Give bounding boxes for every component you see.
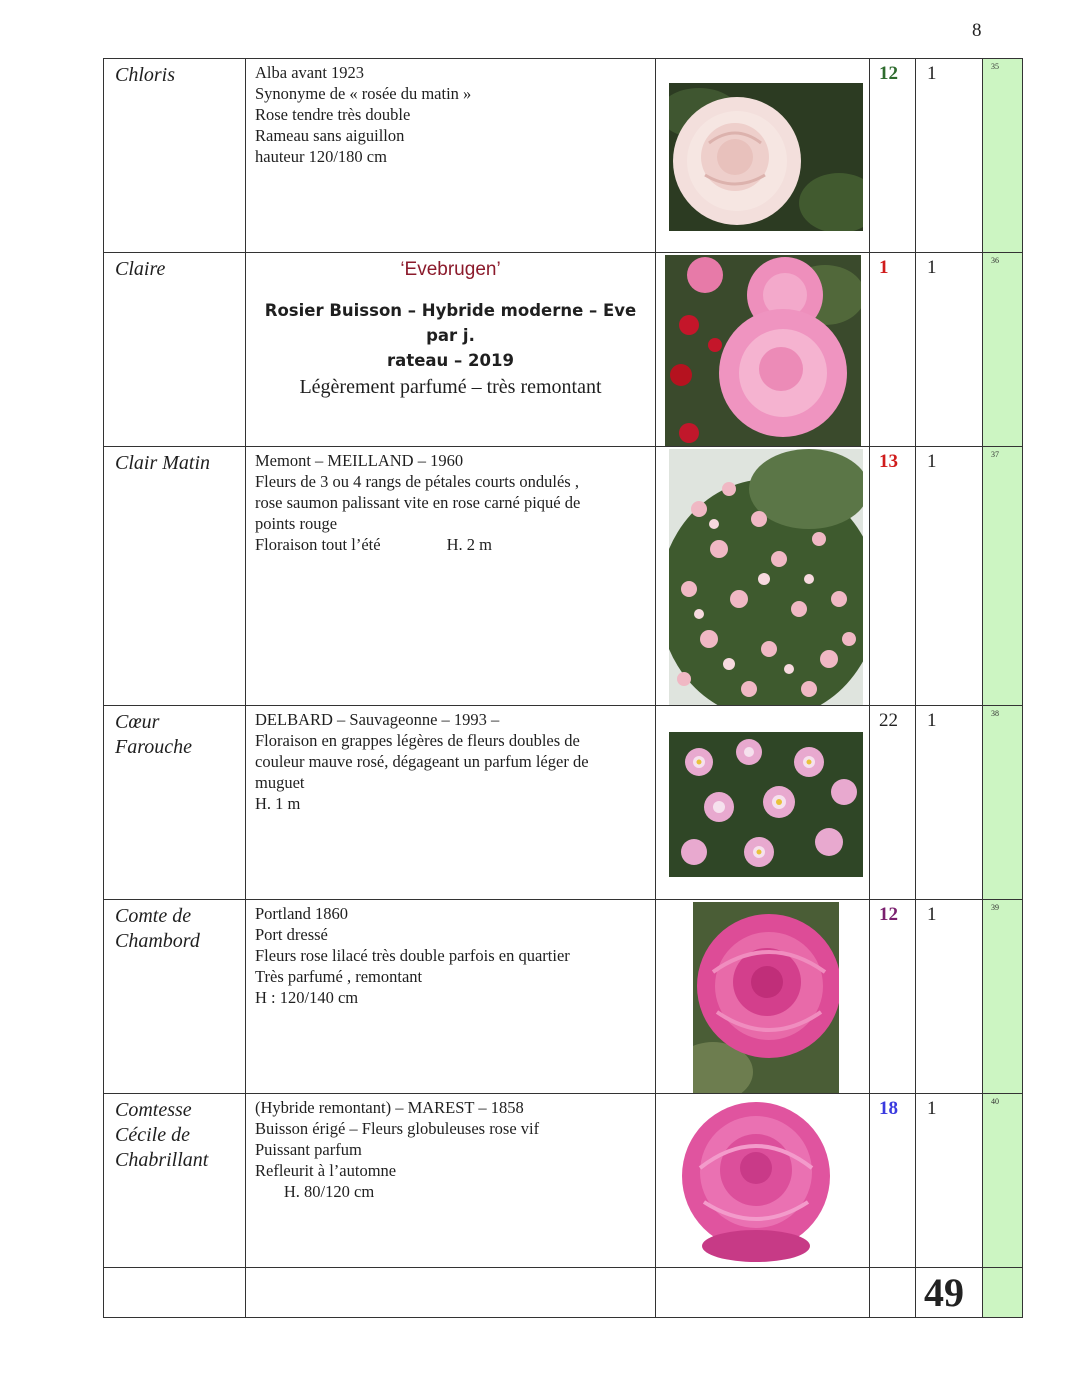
empty-cell (656, 1268, 870, 1318)
rose-name: Clair Matin (104, 447, 246, 706)
quantity: 1 (870, 253, 916, 447)
variety-subtitle: Rosier Buisson – Hybride moderne – Eve par j. rateau – 2019 (264, 301, 637, 370)
reference-number: 38 (983, 706, 1023, 900)
total-count: 49 (916, 1268, 983, 1318)
count: 1 (916, 253, 983, 447)
rose-description: (Hybride remontant) – MAREST – 1858 Buisson érigé – Fleurs globuleuses rose vif Puissant parfum Refleurit à l’automne H. 80/120 cm (246, 1094, 656, 1268)
rose-photo-cell (656, 447, 870, 706)
count: 1 (916, 706, 983, 900)
reference-number: 36 (983, 253, 1023, 447)
rose-description: DELBARD – Sauvageonne – 1993 – Floraison en grappes légères de fleurs doubles de couleur mauve rosé, dégageant un parfum léger de muguet H. 1 m (246, 706, 656, 900)
variety-title: ‘Evebrugen’ (400, 259, 501, 280)
table-row (104, 253, 1023, 447)
reference-number: 35 (983, 59, 1023, 253)
empty-cell (870, 1268, 916, 1318)
count: 1 (916, 59, 983, 253)
count: 1 (916, 447, 983, 706)
rose-catalog-table (103, 58, 1023, 1318)
rose-photo (693, 902, 839, 1093)
table-row (104, 900, 1023, 1094)
rose-description (246, 253, 656, 447)
empty-cell (104, 1268, 246, 1318)
table-row (104, 59, 1023, 253)
rose-photo (669, 732, 863, 877)
rose-photo-cell (656, 253, 870, 447)
rose-description: Alba avant 1923 Synonyme de « rosée du matin » Rose tendre très double Rameau sans aiguillon hauteur 120/180 cm (246, 59, 656, 253)
table-row (104, 1094, 1023, 1268)
quantity: 18 (870, 1094, 916, 1268)
page-number: 8 (972, 20, 982, 41)
quantity: 12 (870, 900, 916, 1094)
variety-perfume: Légèrement parfumé – très remontant (299, 376, 602, 398)
empty-green-cell (983, 1268, 1023, 1318)
rose-photo (665, 255, 861, 446)
quantity: 22 (870, 706, 916, 900)
rose-photo-cell (656, 900, 870, 1094)
rose-name: Claire (104, 253, 246, 447)
rose-description: Portland 1860 Port dressé Fleurs rose lilacé très double parfois en quartier Très parfumé , remontant H : 120/140 cm (246, 900, 656, 1094)
table-row (104, 706, 1023, 900)
rose-name: Comtesse Cécile de Chabrillant (104, 1094, 246, 1268)
rose-name: Comte de Chambord (104, 900, 246, 1094)
rose-name: Cœur Farouche (104, 706, 246, 900)
rose-name: Chloris (104, 59, 246, 253)
empty-cell (246, 1268, 656, 1318)
total-row (104, 1268, 1023, 1318)
count: 1 (916, 1094, 983, 1268)
quantity: 13 (870, 447, 916, 706)
count: 1 (916, 900, 983, 1094)
rose-photo-cell (656, 59, 870, 253)
rose-photo (676, 1098, 836, 1264)
rose-photo (669, 83, 863, 231)
rose-photo (669, 449, 863, 705)
quantity: 12 (870, 59, 916, 253)
table-row (104, 447, 1023, 706)
rose-photo-cell (656, 706, 870, 900)
rose-photo-cell (656, 1094, 870, 1268)
rose-description: Memont – MEILLAND – 1960 Fleurs de 3 ou 4 rangs de pétales courts ondulés , rose saumon palissant vite en rose carné piqué de points rouge Floraison tout l’été H. 2 m (246, 447, 656, 706)
reference-number: 39 (983, 900, 1023, 1094)
reference-number: 40 (983, 1094, 1023, 1268)
reference-number: 37 (983, 447, 1023, 706)
